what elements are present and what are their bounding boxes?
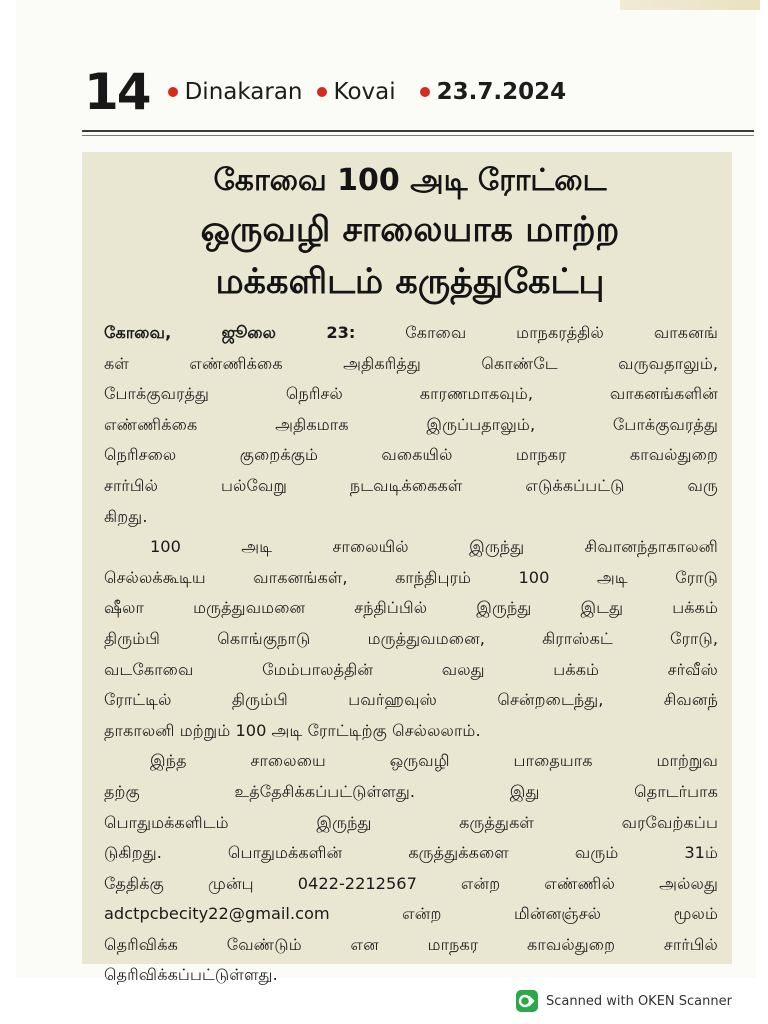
- page-number: 14: [84, 63, 150, 121]
- dateline: கோவை, ஜூலை 23:: [104, 323, 356, 342]
- paper-top-edge: [620, 0, 760, 10]
- edition-label: Kovai: [333, 79, 396, 105]
- body-line: டுகிறது. பொதுமக்களின் கருத்துக்களை வரும் 31ம்: [104, 843, 718, 863]
- scanner-label: Scanned with OKEN Scanner: [546, 993, 732, 1009]
- body-line: வடகோவை மேம்பாலத்தின் வலது பக்கம் சர்வீஸ்: [104, 659, 718, 679]
- body-line: நெரிசலை குறைக்கும் வகையில் மாநகர காவல்துறை: [104, 445, 718, 465]
- masthead: [84, 62, 724, 122]
- masthead-rule-thin: [82, 135, 754, 136]
- body-line: தெரிவிக்கப்பட்டுள்ளது.: [104, 965, 278, 985]
- body-line: கிறது.: [104, 506, 148, 526]
- date-label: 23.7.2024: [436, 79, 567, 105]
- bullet-icon: [168, 87, 178, 97]
- body-line: போக்குவரத்து நெரிசல் காரணமாகவும், வாகனங்களின்: [104, 384, 718, 404]
- body-line: இந்த சாலையை ஒருவழி பாதையாக மாற்றுவ: [150, 751, 718, 771]
- headline-line-2: ஒருவழி சாலையாக மாற்ற: [200, 210, 620, 250]
- body-line: தேதிக்கு முன்பு 0422-2212567 என்ற எண்ணில் அல்லது: [104, 873, 718, 893]
- body-line: [104, 318, 718, 349]
- article-body: [104, 318, 718, 991]
- publication-name: [168, 79, 303, 105]
- body-line-text: கோவை மாநகரத்தில் வாகனங்: [405, 323, 718, 342]
- scanner-watermark: [516, 990, 732, 1012]
- headline-line-3: மக்களிடம் கருத்துகேட்பு: [215, 262, 605, 302]
- body-line: தெரிவிக்க வேண்டும் என மாநகர காவல்துறை சார்பில்: [104, 934, 718, 954]
- body-line: பொதுமக்களிடம் இருந்து கருத்துகள் வரவேற்கப்ப: [104, 812, 718, 832]
- article-headline: [100, 158, 720, 308]
- body-line: சார்பில் பல்வேறு நடவடிக்கைகள் எடுக்கப்பட்டு வரு: [104, 475, 718, 495]
- body-line: எண்ணிக்கை அதிகமாக இருப்பதாலும், போக்குவரத்து: [104, 414, 718, 434]
- bullet-icon: [317, 87, 327, 97]
- headline-line-1: கோவை 100 அடி ரோட்டை: [213, 163, 607, 198]
- bullet-icon: [420, 87, 430, 97]
- body-line: செல்லக்கூடிய வாகனங்கள், காந்திபுரம் 100 அடி ரோடு: [104, 567, 718, 587]
- body-line: ரோட்டில் திரும்பி பவர்ஹவுஸ் சென்றடைந்து, சிவனந்: [104, 690, 718, 710]
- publication-date: [420, 79, 567, 105]
- oken-scanner-logo-icon: [516, 990, 538, 1012]
- edition-name: [317, 79, 396, 105]
- body-line: 100 அடி சாலையில் இருந்து சிவானந்தாகாலனி: [150, 537, 718, 557]
- masthead-rule: [82, 130, 754, 132]
- body-line: ஷீலா மருத்துவமனை சந்திப்பில் இருந்து இடது பக்கம்: [104, 598, 718, 618]
- body-line: தாகாலனி மற்றும் 100 அடி ரோட்டிற்கு செல்லலாம்.: [104, 720, 481, 740]
- body-line: தற்கு உத்தேசிக்கப்பட்டுள்ளது. இது தொடர்பாக: [104, 781, 718, 801]
- body-line: திரும்பி கொங்குநாடு மருத்துவமனை, கிராஸ்கட் ரோடு,: [104, 628, 718, 648]
- publication-label: Dinakaran: [184, 79, 303, 105]
- body-line: கள் எண்ணிக்கை அதிகரித்து கொண்டே வருவதாலும்,: [104, 353, 718, 373]
- body-line: adctpcbecity22@gmail.com என்ற மின்னஞ்சல் மூலம்: [104, 904, 718, 924]
